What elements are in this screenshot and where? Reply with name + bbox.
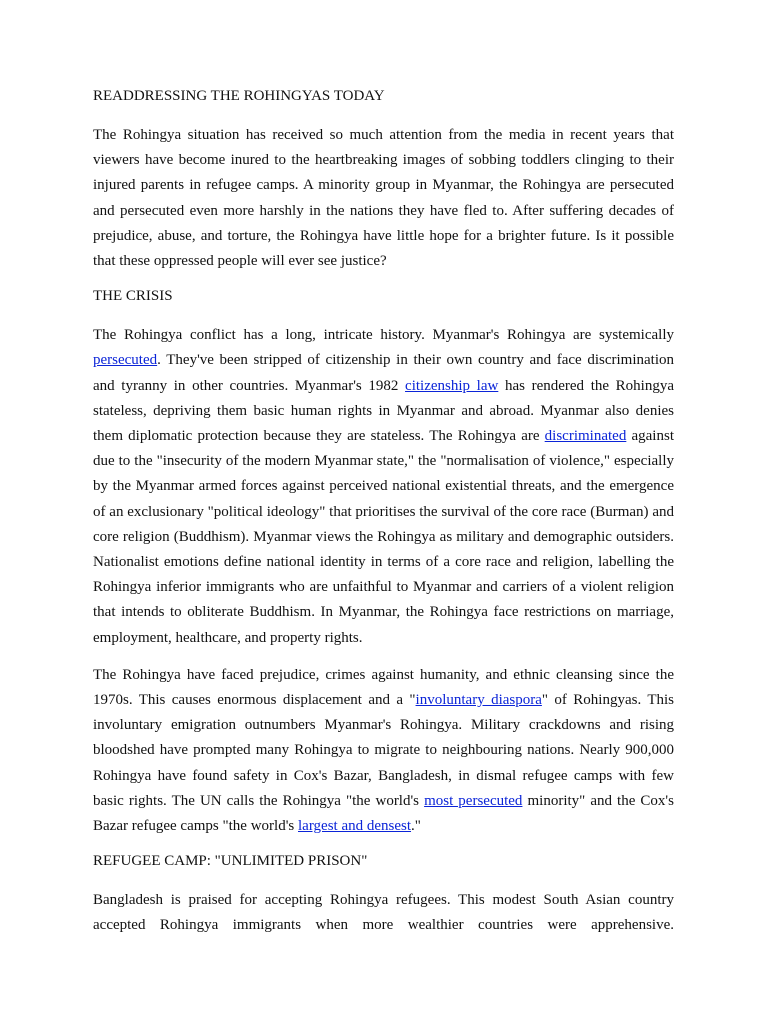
crisis-p1-text-1: The Rohingya conflict has a long, intricate history. Myanmar's Rohingya are systemically: [93, 327, 674, 344]
refugee-paragraph-1: Bangladesh is praised for accepting Rohingya refugees. This modest South Asian country accepted Rohingya immigrants when more wealthier countries were apprehensive.: [93, 892, 674, 934]
crisis-paragraph-2: [93, 663, 674, 839]
crisis-heading: THE CRISIS: [93, 288, 173, 305]
document-title: READDRESSING THE ROHINGYAS TODAY: [93, 88, 385, 104]
refugee-camp-heading: REFUGEE CAMP: "UNLIMITED PRISON": [93, 853, 368, 870]
crisis-p2-text-1: The Rohingya have faced prejudice, crimes against humanity, and ethnic cleansing since the 1970s. This causes enormous displacement and a ": [93, 666, 674, 709]
crisis-p2-text-2: " of Rohingyas. This involuntary emigration outnumbers Myanmar's Rohingya. Military crackdowns and rising bloodshed have prompted many Rohingya to migrate to neighbouring nations. Nearly 900,000 Rohingya have found safety in Cox's Bazar, Bangladesh, in dismal refugee camps with few basic rights. The UN calls the Rohingya "the world's: [93, 692, 674, 809]
discriminated-link[interactable]: discriminated: [544, 428, 627, 445]
crisis-p1-text-4: against due to the "insecurity of the modern Myanmar state," the "normalisation of violence," especially by the Myanmar armed forces against perceived national existential threats, and the emergence of an exclusionary "political ideology" that prioritises the survival of the core race (Burman) and core religion (Buddhism). Myanmar views the Rohingya as military and demographic outsiders. Nationalist emotions define national identity in terms of a core race and religion, labelling the Rohingya inferior immigrants who are unfaithful to Myanmar and carriers of a violent religion that intends to obliterate Buddhism. In Myanmar, the Rohingya face restrictions on marriage, employment, healthcare, and property rights.: [93, 428, 674, 646]
crisis-p2-text-4: .": [411, 818, 421, 835]
intro-paragraph: The Rohingya situation has received so much attention from the media in recent years that viewers have become inured to the heartbreaking images of sobbing toddlers clinging to their injured parents in refugee camps. A minority group in Myanmar, the Rohingya are persecuted and persecuted even more harshly in the nations they have fled to. After suffering decades of prejudice, abuse, and torture, the Rohingya have little hope for a brighter future. Is it possible that these oppressed people will ever see justice?: [93, 127, 674, 270]
document-page: [93, 86, 674, 939]
involuntary-diaspora-link[interactable]: involuntary diaspora: [415, 692, 542, 709]
largest-and-densest-link[interactable]: largest and densest: [298, 818, 412, 835]
crisis-p1-text-3: has rendered the Rohingya stateless, depriving them basic human rights in Myanmar and abroad. Myanmar also denies them diplomatic protection because they are stateless. The Rohingya are: [93, 377, 674, 445]
crisis-p2-text-3: minority" and the Cox's Bazar refugee camps "the world's: [93, 792, 674, 835]
most-persecuted-link[interactable]: most persecuted: [424, 792, 523, 809]
persecuted-link[interactable]: persecuted: [93, 352, 158, 369]
crisis-paragraph-1: [93, 323, 674, 651]
citizenship-law-link[interactable]: citizenship law: [405, 377, 499, 394]
crisis-p1-text-2: . They've been stripped of citizenship in their own country and face discrimination and tyranny in other countries. Myanmar's 1982: [93, 352, 674, 394]
